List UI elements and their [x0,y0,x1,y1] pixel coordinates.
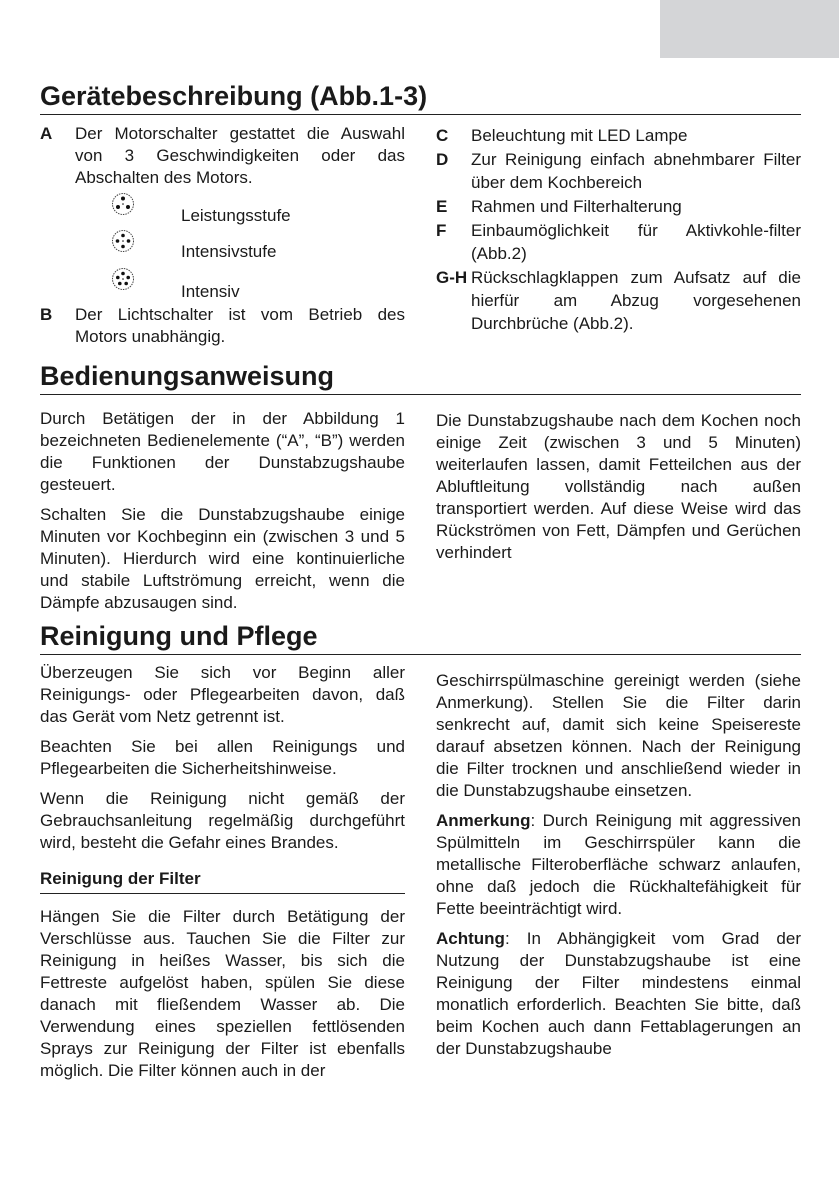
paragraph: Überzeugen Sie sich vor Beginn aller Reinigungs- oder Pflegearbeiten davon, daß das Gerät vom Netz getrennt ist. [40,663,405,726]
chapter-tab-marker [660,0,839,58]
subheading-filter-cleaning: Reinigung der Filter [40,868,405,894]
item-text: Der Motorschalter gestattet die Auswahl von 3 Geschwindigkeiten oder das Abschalten des Motors. [75,124,405,187]
operation-left [40,408,405,622]
item-key: G-H [436,268,468,287]
item-d [436,148,801,194]
paragraph: Geschirrspülmaschine gereinigt werden (siehe Anmerkung). Stellen Sie die Filter darin senkrecht auf, damit sich keine Speisereste darauf absetzen können. Nach der Reinigung die Filter trocknen und anschließend wieder in die Dunstabzugshaube einsetzen. [436,671,801,800]
cleaning-left [40,662,405,1090]
note-paragraph [436,810,801,920]
speed-label: Intensivstufe [181,242,277,261]
fan-5-blade-icon [111,267,135,291]
description-right [436,124,801,335]
item-text: Einbaumöglichkeit für Aktivkohle-filter (Abb.2) [471,221,801,263]
item-key: E [436,197,448,216]
operation-right [436,410,801,572]
item-text: Zur Reinigung einfach abnehmbarer Filter über dem Kochbereich [471,150,801,192]
item-b [40,304,405,348]
item-key: C [436,126,449,145]
item-key: D [436,150,449,169]
cleaning-right [436,670,801,1068]
item-f [436,219,801,265]
note-text: : Durch Reinigung mit aggressiven Spülmitteln im Geschirrspüler kann die metallische Filteroberfläche schwarz anlaufen, ohne daß jedoch die Rückhaltefähigkeit für Fette beeinträchtigt wird. [436,811,801,918]
heading-device-description: Gerätebeschreibung (Abb.1-3) [40,80,801,115]
item-text: Rahmen und Filterhalterung [471,197,682,216]
item-a [40,123,405,189]
item-e [436,195,801,218]
heading-operation: Bedienungsanweisung [40,360,801,395]
description-left [40,123,405,189]
paragraph: Die Dunstabzugshaube nach dem Kochen noch einige Zeit (zwischen 3 und 5 Minuten) weiterlaufen lassen, damit Fetteilchen aus der Abluftleitung vollständig nach außen transportiert werden. Auf diese Weise wird das Rückströmen von Fett, Dämpfen und Gerüchen verhindert [436,411,801,562]
fan-4-blade-icon [111,229,135,253]
speed-label: Intensiv [181,282,240,301]
item-key: B [40,305,53,324]
item-c [436,124,801,147]
paragraph: Durch Betätigen der in der Abbildung 1 bezeichneten Bedienelemente (“A”, “B”) werden die Funktionen der Dunstabzugshaube gesteuert. [40,409,405,494]
warning-text: : In Abhängigkeit vom Grad der Nutzung der Dunstabzugshaube ist eine Reinigung der Filter mindestens einmal monatlich erforderlich. Beachten Sie bitte, daß beim Kochen auch dann Fettablagerungen an der Dunstabzugshaube [436,929,801,1058]
item-text: Beleuchtung mit LED Lampe [471,126,688,145]
description-left-b [40,304,405,348]
fan-3-blade-icon [111,192,135,216]
item-text: Rückschlagklappen zum Aufsatz auf die hierfür am Abzug vorgesehenen Durchbrüche (Abb.2). [471,268,801,333]
heading-cleaning: Reinigung und Pflege [40,620,801,655]
item-g-h [436,266,801,335]
warning-paragraph [436,928,801,1060]
paragraph: Beachten Sie bei allen Reinigungs und Pflegearbeiten die Sicherheitshinweise. [40,737,405,778]
paragraph: Hängen Sie die Filter durch Betätigung der Verschlüsse aus. Tauchen Sie die Filter zur Reinigung in heißes Wasser, bis sich die Fettreste aufgelöst haben, spülen Sie diese danach mit fließendem Wasser ab. Die Verwendung eines speziellen fettlösenden Sprays zur Reinigung der Filter ist ebenfalls möglich. Die Filter können auch in der [40,907,405,1080]
item-key: F [436,221,447,240]
paragraph: Wenn die Reinigung nicht gemäß der Gebrauchsanleitung regelmäßig durchgeführt wird, besteht die Gefahr eines Brandes. [40,789,405,852]
item-key: A [40,124,53,143]
paragraph: Schalten Sie die Dunstabzugshaube einige Minuten vor Kochbeginn ein (zwischen 3 und 5 Minuten). Hierdurch wird eine kontinuierliche und stabile Luftströmung erreicht, wenn die Dämpfe abzusaugen sind. [40,505,405,612]
item-text: Der Lichtschalter ist vom Betrieb des Motors unabhängig. [75,305,405,346]
speed-label: Leistungsstufe [181,206,291,225]
warning-label: Achtung [436,929,505,948]
note-label: Anmerkung [436,811,531,830]
